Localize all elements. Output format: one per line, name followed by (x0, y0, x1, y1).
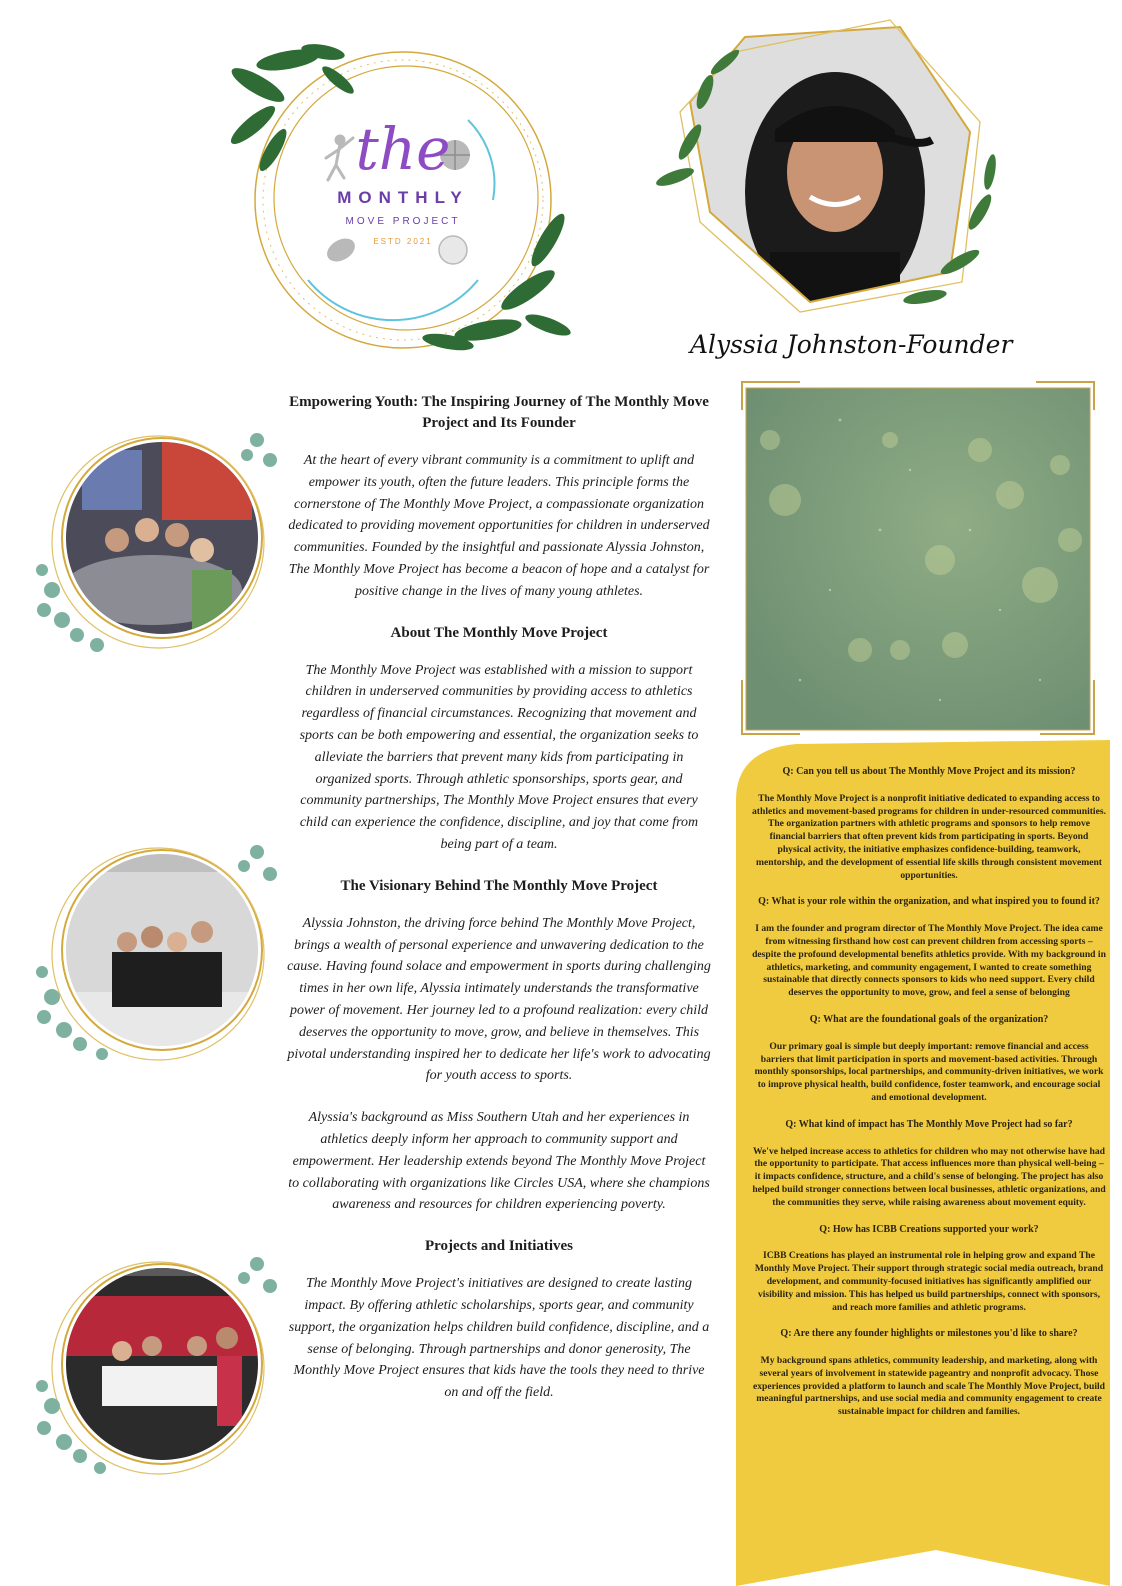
projects-heading: Projects and Initiatives (424, 1238, 574, 1255)
founder-caption: Alyssia Johnston-Founder (690, 330, 1013, 359)
qa-answer-4: We've helped increase access to athletics for children who may not otherwise have had the opportunity to participate. That access influences more than physical well-being – it impacts confidence, structure, and a child's sense of belonging. The project has also helped build stronger connections between local businesses, athletic organizations, and the communities they serve, while raising awareness about movement equity. (752, 1145, 1106, 1208)
qa-answer-1: The Monthly Move Project is a nonprofit initiative dedicated to expanding access to athletics and movement-based programs for children in under-resourced communities. The organization partners with athletic programs and sponsors to help remove financial barriers that often prevent kids from participating in sports. Beyond physical activity, the initiative emphasizes confidence-building, teamwork, mentorship, and the development of essential life skills through consistent movement opportunities. (752, 792, 1106, 881)
about-heading: About The Monthly Move Project (390, 624, 608, 641)
qa-question-6: Q: Are there any founder highlights or milestones you'd like to share? (780, 1328, 1078, 1340)
logo-move-project: MOVE PROJECT (345, 216, 461, 227)
group-photo-2 (22, 832, 282, 1072)
visionary-heading: The Visionary Behind The Monthly Move Project (340, 877, 658, 894)
article (286, 392, 712, 1424)
decorative-green-panel (740, 380, 1096, 736)
about-text: The Monthly Move Project was established with a mission to support children in underserved communities by providing access to athletics regardless of financial circumstances. Recognizing that movement and sports can be both empowering and essential, the organization seeks to alleviate the barriers that prevent many kids from participating in organized sports. Through athletic sponsorships, sports gear, and community partnerships, The Monthly Move Project ensures that every child can experience the confidence, discipline, and joy that come from being part of a team. (299, 662, 699, 852)
qa-answer-2: I am the founder and program director of The Monthly Move Project. The idea came from witnessing firsthand how cost can prevent children from accessing sports – despite the profound developmental benefits athletics provide. With my background in athletics, marketing, and community engagement, I wanted to create something sustainable that directly connects sponsors to kids who need support. Every child deserves the opportunity to move, grow, and feel a sense of belonging (752, 923, 1106, 999)
logo-monthly: MONTHLY (337, 188, 469, 207)
qa-answer-3: Our primary goal is simple but deeply important: remove financial and access barriers that limit participation in sports and movement-based activities. Through monthly sponsorships, local partnerships, and community-driven initiatives, we work to improve physical health, build confidence, foster teamwork, and encourage social and emotional development. (754, 1040, 1104, 1103)
qa-question-4: Q: What kind of impact has The Monthly Move Project had so far? (785, 1118, 1073, 1130)
logo-the: the (355, 115, 451, 183)
qa-list (752, 766, 1106, 1433)
qa-question-5: Q: How has ICBB Creations supported your work? (819, 1223, 1039, 1235)
qa-answer-5: ICBB Creations has played an instrumental role in helping grow and expand The Monthly Move Project. Their support through strategic social media outreach, brand development, and community-focused initiatives has significantly amplified our visibility and mission. This has helped us build partnerships, connect with sponsors, and reach more families and athletic programs. (754, 1250, 1104, 1313)
logo (218, 30, 588, 360)
logo-estd: ESTD 2021 (373, 237, 433, 246)
article-title: Empowering Youth: The Inspiring Journey of The Monthly Move Project and Its Founder (289, 394, 709, 431)
visionary-text-2: Alyssia's background as Miss Southern Utah and her experiences in athletics deeply inform her approach to community support and empowerment. Her leadership extends beyond The Monthly Move Project to collaborating with organizations like Circles USA, where she champions awareness and resources for children experiencing poverty. (288, 1110, 710, 1213)
article-intro: At the heart of every vibrant community is a commitment to uplift and empower its youth, often the future leaders. This principle forms the cornerstone of The Monthly Move Project, a compassionate organization dedicated to providing movement opportunities for children in underserved communities. Founded by the insightful and passionate Alyssia Johnston, The Monthly Move Project has become a beacon of hope and a catalyst for positive change in the lives of many young athletes. (288, 453, 710, 599)
qa-question-1: Q: Can you tell us about The Monthly Move Project and its mission? (782, 766, 1076, 777)
qa-answer-6: My background spans athletics, community leadership, and marketing, along with several years of involvement in statewide pageantry and nonprofit advocacy. Those experiences provided a platform to launch and scale The Monthly Move Project, build meaningful partnerships, and use social media and community engagement to create sustainable impact for children and families. (752, 1355, 1106, 1418)
founder-portrait (650, 12, 1010, 322)
visionary-text-1: Alyssia Johnston, the driving force behind The Monthly Move Project, brings a wealth of personal experience and unwavering dedication to the cause. Having found solace and empowerment in sports during challenging times in her own life, Alyssia intimately understands the transformative power of movement. Her journey led to a profound realization: every child deserves the opportunity to move, grow, and believe in themselves. This pivotal understanding inspired her to dedicate her life's work to advocating for youth access to sports. (287, 915, 711, 1084)
qa-question-3: Q: What are the foundational goals of the organization? (809, 1013, 1049, 1025)
group-photo-1 (22, 420, 282, 660)
group-photo-3 (22, 1246, 282, 1486)
qa-question-2: Q: What is your role within the organization, and what inspired you to found it? (758, 896, 1100, 908)
qa-banner (736, 740, 1110, 1586)
projects-text: The Monthly Move Project's initiatives are designed to create lasting impact. By offering athletic scholarships, sports gear, and community support, the organization helps children build confidence, discipline, and a sense of belonging. Through partnerships and donor generosity, The Monthly Move Project ensures that kids have the tools they need to thrive on and off the field. (288, 1276, 710, 1401)
